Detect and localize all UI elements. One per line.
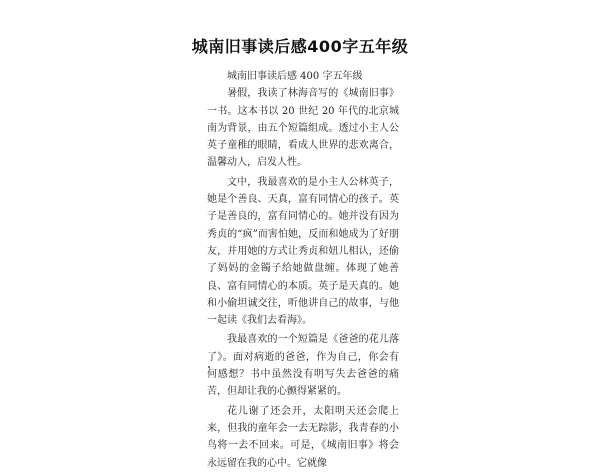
- page-mark: [208, 366, 210, 368]
- body-heading-line: 城南旧事读后感 400 字五年级: [227, 71, 363, 82]
- paragraph-yingzi: 文中，我最喜欢的是小主人公林英子，她是个善良、天真，富有同情心的孩子。英子是善良的，富有同情心的。她并没有因为秀贞的“疯”而害怕她，反而和她成为了好朋友，并用她的方式让秀贞和妞儿相认，还偷了妈妈的金镯子给她做盘缠。体现了她善良、富有同情心的本质。英子是天真的。她和小偷坦诚交往，听他讲自己的故事，与他一起读《我们去看海》。: [207, 176, 399, 327]
- paragraph-childhood: 花儿谢了还会开，太阳明天还会爬上来，但我的童年会一去无踪影，我青春的小鸟将一去不回来。可是，《城南旧事》将会永远留在我的心中。它就像: [207, 405, 399, 469]
- paragraph-intro: 暑假，我读了林海音写的《城南旧事》一书。这本书以 20 世纪 20 年代的北京城南为背景，由五个短篇组成。透过小主人公英子童稚的眼睛，看成人世界的悲欢离合，温馨动人，启发人性。: [207, 88, 399, 169]
- document-title: 城南旧事读后感400字五年级: [191, 37, 409, 56]
- document-body: [207, 68, 399, 474]
- paragraph-favorite-story: 我最喜欢的一个短篇是《爸爸的花儿落了》。面对病逝的爸爸，作为自己，你会有何感想？书中虽然没有明写失去爸爸的痛苦，但却让我的心颤得紧紧的。: [207, 334, 399, 398]
